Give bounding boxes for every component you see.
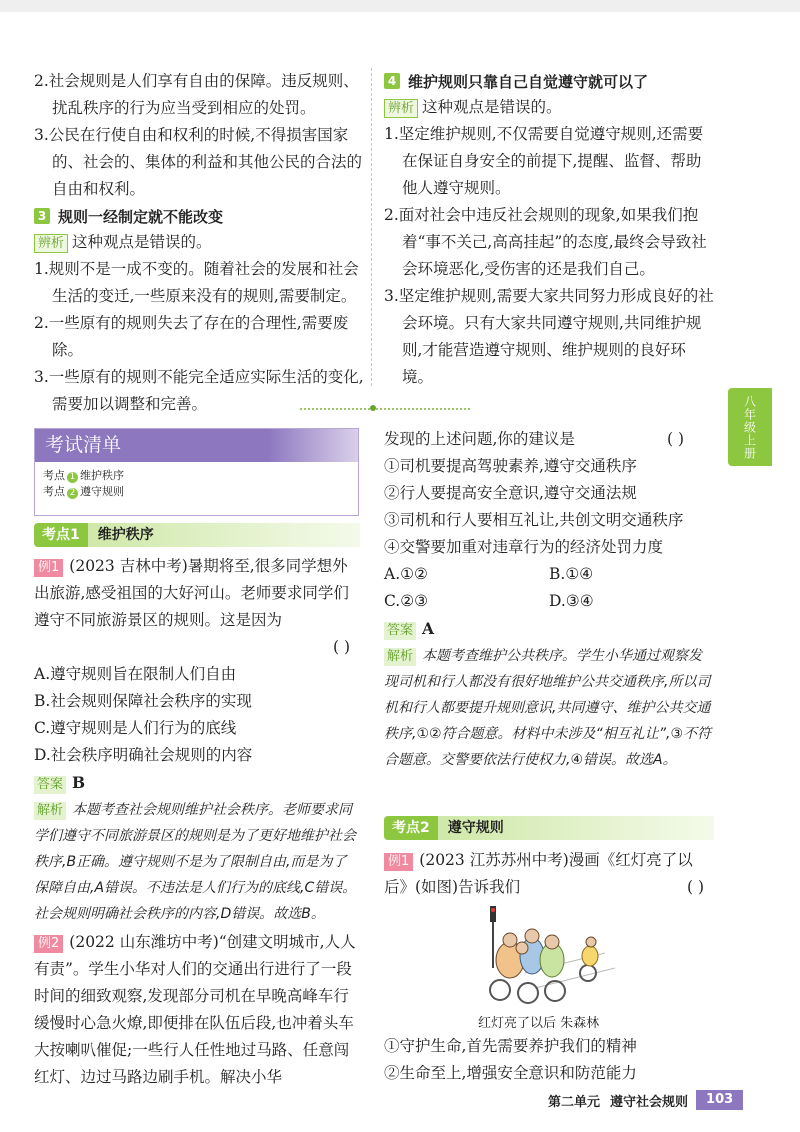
example-1-answer	[34, 769, 360, 797]
cartoon-caption: 红灯亮了以后 朱森林	[478, 1016, 600, 1031]
options-row-2	[384, 588, 714, 615]
answer-tag: 答案	[34, 776, 66, 794]
number-dot: 1	[67, 472, 78, 483]
section-number: 3	[34, 208, 50, 224]
page-number: 103	[696, 1090, 743, 1110]
rule-point-3: 3.公民在行使自由和权利的时候,不得损害国家的、社会的、集体的利益和其他公民的合法的自由和权利。	[34, 126, 363, 198]
verdict-text: 这种观点是错误的。	[422, 98, 562, 116]
answer-value: B	[72, 773, 86, 792]
option-c: C.②③	[384, 592, 429, 610]
analysis-tag: 解析	[384, 648, 416, 666]
example-3-choices	[384, 1033, 714, 1087]
analysis-tag: 解析	[34, 802, 66, 820]
example-tag: 例1	[34, 559, 63, 577]
kaodian-2-header	[384, 815, 714, 841]
answer-tag: 答案	[384, 622, 416, 640]
example-1-stem	[34, 553, 360, 634]
section-divider	[300, 408, 470, 412]
example-tag: 例1	[384, 853, 413, 871]
answer-value: A	[422, 619, 435, 638]
option-d: D.③④	[549, 592, 594, 610]
section-title-text: 规则一经制定就不能改变	[58, 207, 224, 226]
rule-point-2: 2.社会规则是人们享有自由的保障。违反规则、扰乱秩序的行为应当受到相应的处罚。	[34, 72, 359, 117]
stem-text: (2022 山东潍坊中考)“创建文明城市,人人有责”。学生小华对人们的交通出行进行了一段时间的细致观察,发现部分司机在早晚高峰车行缓慢时心急火燎,即便排在队伍后段,也冲着头车大按喇叭催促;一些行人任性地过马路、任意闯红灯、边过马路边刷手机。解决小华	[34, 933, 356, 1086]
analysis-tag: 辨析	[34, 234, 68, 253]
exam-list-title: 考试清单	[35, 429, 358, 462]
sec3-point-3: 3.一些原有的规则不能完全适应实际生活的变化,需要加以调整和完善。	[34, 368, 364, 413]
choice-4: ④交警要加重对违章行为的经济处罚力度	[384, 538, 664, 556]
exam-list-box	[34, 428, 359, 516]
sec4-point-3: 3.坚定维护规则,需要大家共同努力形成良好的社会环境。只有大家共同遵守规则,共同维护规则,才能营造遵守规则、维护规则的良好环境。	[384, 287, 714, 386]
option-c: C.遵守规则是人们行为的底线	[34, 719, 237, 737]
page-footer	[548, 1090, 743, 1110]
section-3-verdict	[34, 229, 364, 256]
cartoon-illustration	[470, 898, 620, 1013]
top-edge	[0, 0, 800, 12]
section-title-text: 维护规则只靠自己自觉遵守就可以了	[408, 72, 649, 91]
sec4-point-2: 2.面对社会中违反社会规则的现象,如果我们抱着“事不关己,高高挂起”的态度,最终会导致社会环境恶化,受伤害的还是我们自己。	[384, 206, 707, 278]
exam-list-item: 考点 2 遵守规则	[43, 485, 124, 498]
unit-label: 第二单元	[548, 1094, 601, 1110]
divider-dot	[370, 405, 376, 411]
example-tag: 例2	[34, 935, 63, 953]
answer-bracket: ( )	[666, 430, 684, 448]
sec4-point-1: 1.坚定维护规则,不仅需要自觉遵守规则,还需要在保证自身安全的前提下,提醒、监督、帮助他人遵守规则。	[384, 125, 704, 197]
kaodian-label: 考点1	[34, 523, 88, 547]
section-3-title	[34, 203, 364, 229]
stem-text: (2023 江苏苏州中考)漫画《红灯亮了以后》(如图)告诉我们	[384, 851, 693, 896]
number-dot: 2	[67, 488, 78, 499]
option-b: B.社会规则保障社会秩序的实现	[34, 692, 252, 710]
example-2-analysis	[384, 643, 714, 773]
answer-bracket: ( )	[332, 638, 350, 656]
crowd-of-cyclists-icon	[490, 929, 565, 1003]
section-number: 4	[384, 73, 400, 89]
kaodian-label: 考点2	[384, 816, 438, 840]
example-3-stem	[384, 847, 714, 901]
example-1	[34, 553, 360, 1091]
options-row-1	[384, 561, 714, 588]
sec3-point-2: 2.一些原有的规则失去了存在的合理性,需要废除。	[34, 314, 349, 359]
choice-1: ①守护生命,首先需要养护我们的精神	[384, 1037, 637, 1055]
option-d: D.社会秩序明确社会规则的内容	[34, 746, 253, 764]
choice-3: ③司机和行人要相互礼让,共创文明交通秩序	[384, 511, 684, 529]
grade-side-tab: 八年级上册	[728, 388, 772, 466]
stem-text: (2023 吉林中考)暑期将至,很多同学想外出旅游,感受祖国的大好河山。老师要求同学们遵守不同旅游景区的规则。这是因为	[34, 557, 349, 629]
top-left-column	[34, 68, 364, 418]
analysis-tag: 辨析	[384, 99, 418, 118]
example-2-answer	[384, 615, 714, 643]
answer-bracket: ( )	[686, 878, 704, 896]
kaodian-title: 遵守规则	[438, 816, 714, 840]
analysis-text: 本题考查维护公共秩序。学生小华通过观察发现司机和行人都没有很好地维护公共交通秩序,所以司机和行人都要提升规则意识,共同遵守、维护公共交通秩序,①②符合题意。材料中未涉及“相互礼让”,③不符合题意。交警要依法行使权力,④错误。故选A。	[384, 648, 712, 768]
example-1-analysis	[34, 797, 360, 927]
option-a: A.①②	[384, 565, 428, 583]
example-2-stem-continued	[384, 426, 714, 453]
sec3-point-1: 1.规则不是一成不变的。随着社会的发展和社会生活的变迁,一些原来没有的规则,需要制定。	[34, 260, 359, 305]
unit-title: 遵守社会规则	[610, 1094, 689, 1110]
option-b: B.①④	[549, 565, 594, 583]
exam-list-item: 考点 1 维护秩序	[43, 469, 124, 482]
kaodian-title: 维护秩序	[88, 523, 360, 547]
option-a: A.遵守规则旨在限制人们自由	[34, 665, 237, 683]
verdict-text: 这种观点是错误的。	[72, 233, 212, 251]
column-divider	[371, 68, 372, 386]
choice-1: ①司机要提高驾驶素养,遵守交通秩序	[384, 457, 637, 475]
stem-text: 发现的上述问题,你的建议是	[384, 430, 575, 448]
analysis-text: 本题考查社会规则维护社会秩序。老师要求同学们遵守不同旅游景区的规则是为了更好地维护社会秩序,B正确。遵守规则不是为了限制自由,而是为了保障自由,A错误。不违法是人们行为的底线,C错误。社会规则明确社会秩序的内容,D错误。故选B。	[34, 802, 357, 922]
kaodian-1-header	[34, 522, 360, 548]
example-2-stem	[34, 929, 360, 1091]
example-2-continued	[384, 426, 714, 773]
choice-2: ②生命至上,增强安全意识和防范能力	[384, 1064, 637, 1082]
choice-2: ②行人要提高安全意识,遵守交通法规	[384, 484, 637, 502]
section-4-title	[384, 68, 714, 94]
top-right-column	[384, 68, 714, 391]
section-4-verdict	[384, 94, 714, 121]
example-3	[384, 847, 714, 901]
